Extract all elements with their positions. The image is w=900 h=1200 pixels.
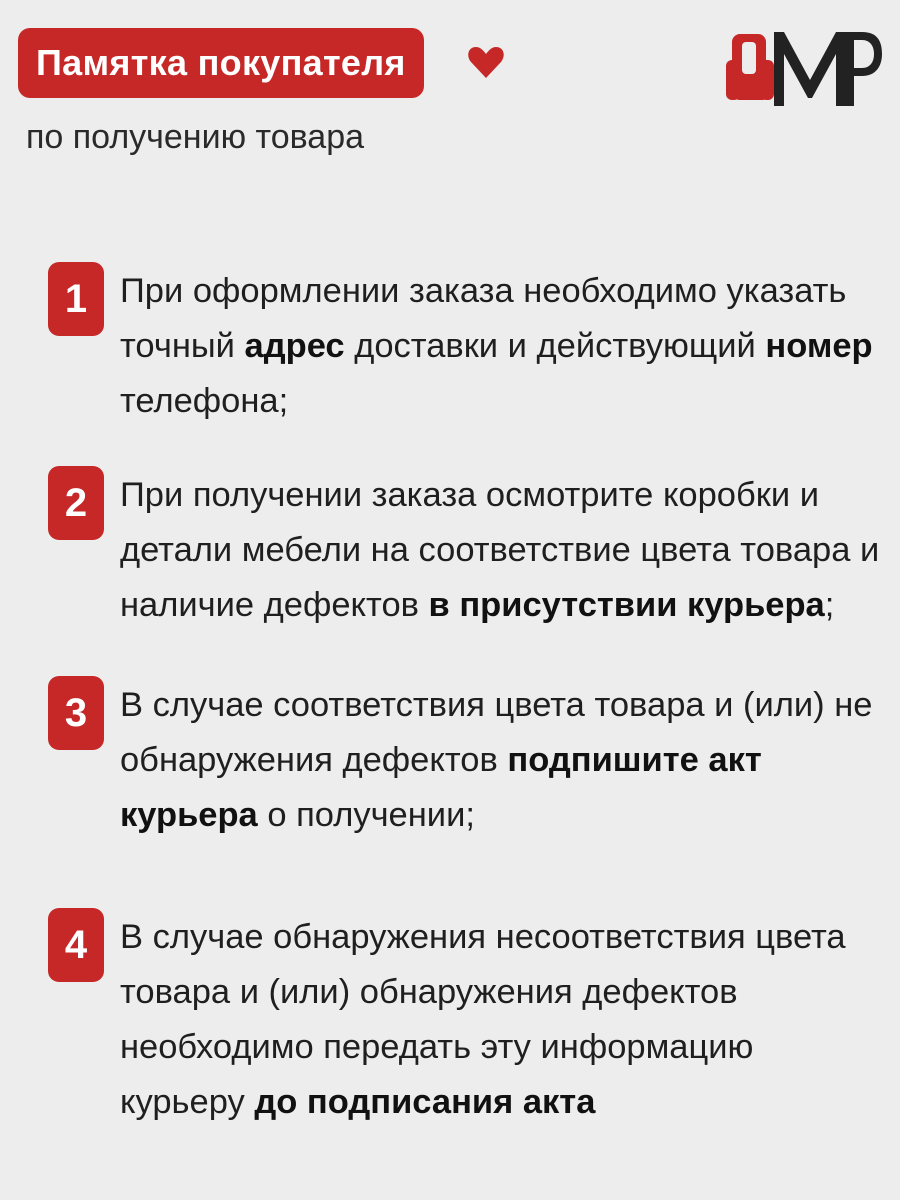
page-subtitle: по получению товара — [26, 118, 365, 156]
step-number-badge — [48, 262, 104, 336]
step-number: 4 — [64, 922, 88, 967]
step-text: При оформлении заказа необходимо указать точный адрес доставки и действующий номер телефона; — [120, 272, 873, 420]
step-text: При получении заказа осмотрите коробки и детали мебели на соответствие цвета товара и наличие дефектов в присутствии курьера; — [120, 476, 880, 624]
step-number-badge — [48, 908, 104, 982]
title-badge — [18, 28, 424, 98]
brand-logo — [722, 20, 884, 116]
step-text: В случае соответствия цвета товара и (или) не обнаружения дефектов подпишите акт курьера о получении; — [120, 686, 873, 834]
step-number: 3 — [64, 690, 88, 735]
step-text: В случае обнаружения несоответствия цвета товара и (или) обнаружения дефектов необходимо передать эту информацию курьеру до подписания акта — [120, 918, 846, 1121]
step-number-badge — [48, 676, 104, 750]
page-title: Памятка покупателя — [36, 42, 406, 83]
step-number-badge — [48, 466, 104, 540]
step-number: 2 — [64, 480, 88, 525]
step-number: 1 — [64, 276, 88, 321]
heart-icon — [466, 42, 506, 82]
